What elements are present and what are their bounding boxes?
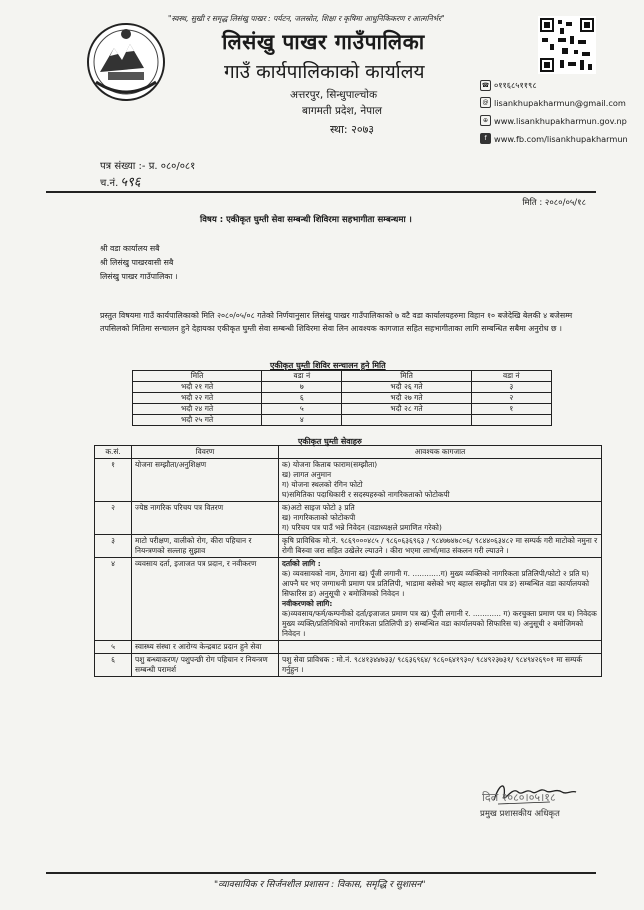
- dispatch-value: ५९६: [120, 175, 141, 190]
- cell: भदौ २५ गते: [133, 415, 262, 426]
- description: ज्येष्ठ नागरिक परिचय पत्र वितरण: [132, 502, 279, 535]
- doc-heading: दर्ताको लागि :: [282, 559, 321, 568]
- schedule-title: एकीकृत घुम्ती शिविर सन्चालन हुने मिति: [270, 361, 386, 370]
- serial: २: [95, 502, 132, 535]
- cell: ४: [262, 415, 342, 426]
- cell: ६: [262, 393, 342, 404]
- doc-line: ख) लागत अनुमान: [282, 470, 332, 479]
- qr-code: [538, 16, 596, 74]
- established: स्था: २०७३: [330, 123, 375, 136]
- cell: भदौ २६ गते: [342, 382, 471, 393]
- serial: ४: [95, 558, 132, 641]
- signatory-post: प्रमुख प्रशासकीय अधिकृत: [480, 809, 560, 819]
- cell: भदौ २४ गते: [133, 404, 262, 415]
- col-ward: वडा नं: [471, 371, 551, 382]
- reference-number: पत्र संख्या :- प्र. ०८०/०८१: [100, 161, 196, 172]
- address-line-2: बागमती प्रदेश, नेपाल: [302, 105, 382, 117]
- doc-heading: नवीकरणको लागि:: [282, 599, 333, 608]
- col-date: मिति: [133, 371, 262, 382]
- org-name: लिसंखु पाखर गाउँपालिका: [222, 30, 425, 54]
- description: व्यवसाय दर्ता, इजाजत पत्र प्रदान, र नवीकरण: [132, 558, 279, 641]
- doc-line: क) व्यवसायको नाम, ठेगाना ख) पूँजी लगानी ग. ............ग) मुख्य व्यक्तिको नागरिकता प्रतिलिपी/फोटो २ प्रति घ) आफ्नै घर भए जग्गाधनी प्रमाण पत्र प्रतिलिपी, भाडामा बसेको भए बहाल सम्झौता पत्र ङ) सम्बन्धित वडा कार्यालयको सिफारिस ङ) अनुसूची २ बमोजिमको निवेदन ।: [282, 569, 590, 598]
- services-title: एकीकृत घुम्ती सेवाहरु: [298, 437, 362, 446]
- table-row: [133, 404, 552, 415]
- col-description: विवरण: [132, 446, 279, 459]
- signature-stamp: दिल २०८०।०५।१८: [482, 791, 556, 804]
- contact-email[interactable]: [480, 97, 626, 108]
- table-row: [95, 502, 602, 535]
- description: योजना सम्झौता/अनुशिक्षण: [132, 459, 279, 502]
- description: स्वास्थ्य संस्था र आरोग्य केन्द्रबाट प्रदान हुने सेवा: [132, 641, 279, 654]
- cell: भदौ २२ गते: [133, 393, 262, 404]
- col-ward: वडा नं: [262, 371, 342, 382]
- doc-line: क)अटो साइज फोटो ३ प्रति: [282, 503, 355, 512]
- col-serial: क.सं.: [95, 446, 132, 459]
- table-row: [95, 459, 602, 502]
- services-table: [94, 445, 602, 677]
- schedule-header-row: [133, 371, 552, 382]
- facebook-icon: f: [480, 133, 491, 144]
- addressee-3: लिसंखु पाखर गाउँपालिका ।: [100, 272, 178, 281]
- office-name: गाउँ कार्यपालिकाको कार्यालय: [224, 61, 425, 83]
- letter-subject: विषय : एकीकृत घुम्ती सेवा सम्बन्धी शिविरमा सहभागीता सम्बन्धमा ।: [200, 215, 412, 225]
- table-row: [133, 415, 552, 426]
- serial: ३: [95, 535, 132, 558]
- header-divider: [46, 191, 596, 193]
- doc-line: ग) योजना स्थलको रंगिन फोटो: [282, 480, 363, 489]
- addressee-1: श्री वडा कार्यालय सबै: [100, 244, 160, 253]
- addressee-2: श्री लिसंखु पाखरवासी सबै: [100, 258, 174, 267]
- address-line-1: अत्तरपुर, सिन्धुपाल्चोक: [290, 89, 378, 101]
- documents: [279, 558, 602, 641]
- doc-line: ख) नागरिकताको फोटोकपी: [282, 513, 356, 522]
- serial: १: [95, 459, 132, 502]
- table-row: [95, 535, 602, 558]
- facebook-text[interactable]: www.fb.com/lisankhupakharmun: [494, 133, 628, 144]
- contact-facebook[interactable]: [480, 133, 628, 144]
- description: माटो परीक्षण, वालीको रोग, कीरा पहिचान र नियन्त्रणको सल्लाह सुझाव: [132, 535, 279, 558]
- services-header-row: [95, 446, 602, 459]
- dispatch-label: च.नं.: [100, 178, 119, 189]
- documents: [279, 641, 602, 654]
- table-row: [95, 641, 602, 654]
- cell: ३: [471, 382, 551, 393]
- documents: [279, 502, 602, 535]
- letter-body: प्रस्तुत विषयमा गाउँ कार्यपालिकाको मिति २०८०/०५/०८ गतेको निर्णयानुसार लिसंखु पाखर गाउँपालिकाको ७ वटै वडा कार्यालयहरुमा विहान १० बजेदेखि बेलकी ४ बजेसम्म तपसिलको मितिमा सन्चालन हुने देहायका एकीकृत घुम्ती सेवा सम्बन्धी शिविरमा सेवा लिन आवश्यक कागजात सहित सहभागीताका लागि सम्बन्धित सबैमा अनुरोध छ ।: [100, 311, 573, 333]
- cell: १: [471, 404, 551, 415]
- table-row: [95, 654, 602, 677]
- col-date: मिति: [342, 371, 471, 382]
- description: पशु बन्ध्याकरण/ पशुपन्छी रोग पहिचान र नियन्त्रण सम्बन्धी परामर्श: [132, 654, 279, 677]
- doc-line: पशु सेवा प्राविधक : मो.नं. ९८४१३४४७३३/ ९८६३६९६४/ ९८६०६४१९३०/ ९८४९२३७३१/ ९८४९४२६९०१ मा सम्पर्क गर्नुहुन ।: [282, 655, 583, 674]
- footer-slogan: "व्यावसायिक र सिर्जनशील प्रशासन : विकास, समृद्धि र सुशासन": [214, 880, 426, 890]
- table-row: [95, 558, 602, 641]
- cell: २: [471, 393, 551, 404]
- footer-divider: [46, 872, 596, 874]
- phone-text: ०११६८५११९८: [494, 80, 537, 90]
- cell: [342, 415, 471, 426]
- cell: [471, 415, 551, 426]
- col-documents: आवश्यक कागजात: [279, 446, 602, 459]
- cell: ७: [262, 382, 342, 393]
- documents: [279, 535, 602, 558]
- dispatch-number: [100, 172, 141, 190]
- table-row: [133, 382, 552, 393]
- doc-line: क) योजना किताब फाराम(सम्झौता): [282, 460, 378, 469]
- cell: भदौ २८ गते: [342, 404, 471, 415]
- cell: ५: [262, 404, 342, 415]
- email-text[interactable]: lisankhupakharmun@gmail.com: [494, 97, 626, 108]
- phone-icon: ☎: [481, 82, 490, 89]
- doc-line: ग) परिचय पत्र पाउँ भन्ने निवेदन (वडाध्यक्षले प्रमाणित गरेको): [282, 523, 442, 532]
- globe-icon: ⊕: [480, 115, 491, 126]
- letter-date: मिति : २०८०/०५/१८: [522, 198, 586, 208]
- documents: [279, 459, 602, 502]
- website-text[interactable]: www.lisankhupakharmun.gov.np: [494, 115, 627, 126]
- cell: भदौ २७ गते: [342, 393, 471, 404]
- doc-line: क)व्यवसाय/फर्म/कम्पनीको दर्ता/इजाजत प्रमाण पत्र ख) पूँजी लगानी र. ............ ग) करचुक्ता प्रमाण पत्र घ) निवेदक मुख्य व्यक्ति/प्रतिनिधिको नागरिकता प्रतिलिपी ङ) सम्बन्धित वडा कार्यालयको सिफारिस च) अनुसूची २ बमोजिमको निवेदन ।: [282, 609, 597, 638]
- doc-line: कृषि प्राविधिक मो.नं. ९८६९०००४८५ / ९८६०६३६९६३ / ९८४७७४७८०६/ ९८४४०६३४८२ मा सम्पर्क गरी माटोको नमुना र रोगी बिरुवा जरा सहित उखेलेर ल्याउने । कीरा भएमा लार्भा/माउ संकलन गरी ल्याउने ।: [282, 536, 598, 555]
- header-motto: "स्वस्थ, सुखी र समृद्ध लिसंखु पाखर : पर्यटन, जलस्रोत, शिक्षा र कृषिमा आधुनिकिकरण र आत्मनिर्भर": [168, 14, 445, 23]
- serial: ६: [95, 654, 132, 677]
- table-row: [133, 393, 552, 404]
- documents: [279, 654, 602, 677]
- nepal-emblem-logo: [84, 22, 168, 102]
- contact-website[interactable]: [480, 115, 627, 126]
- serial: ५: [95, 641, 132, 654]
- email-icon: @: [480, 97, 491, 108]
- doc-line: घ)समितिका पदाधिकारी र सदस्यहरुको नागरिकताको फोटोकपी: [282, 490, 450, 499]
- cell: भदौ २१ गते: [133, 382, 262, 393]
- contact-phone: [480, 80, 537, 91]
- schedule-table: [132, 370, 552, 426]
